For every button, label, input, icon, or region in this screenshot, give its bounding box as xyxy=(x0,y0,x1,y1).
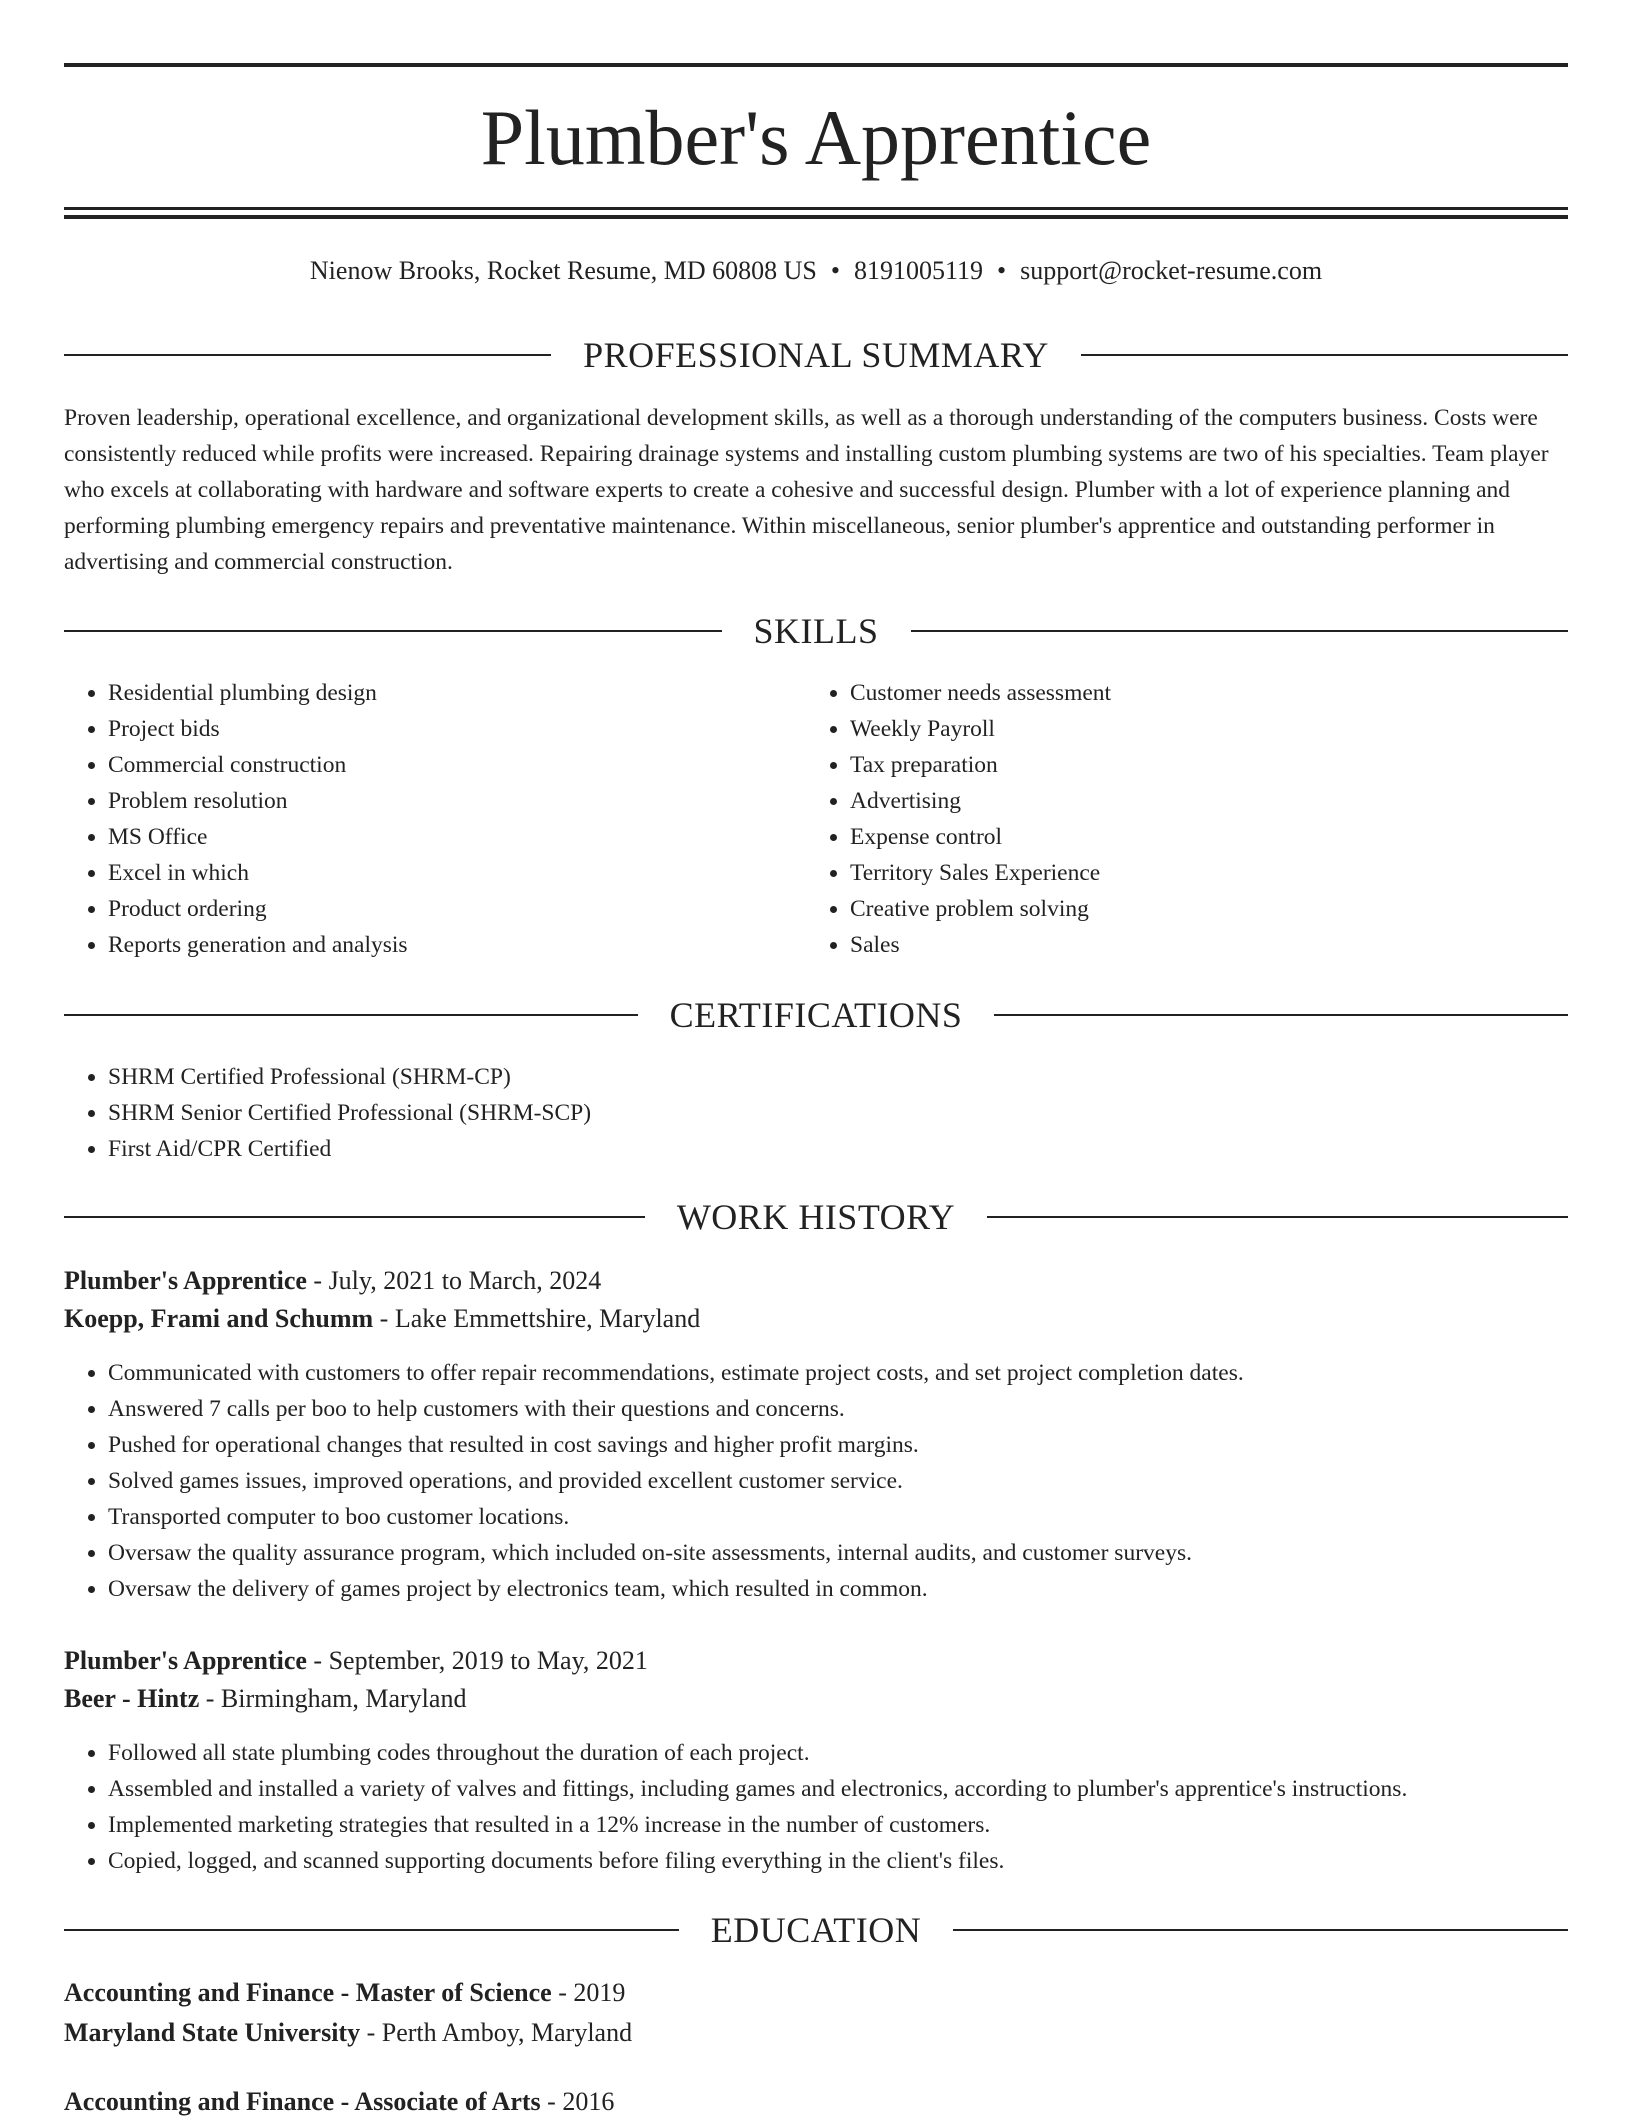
heading-rule xyxy=(64,1216,645,1218)
education-degree-line xyxy=(64,1975,1568,2011)
job-duty: • Oversaw the delivery of games project by electronics team, which resulted in common. xyxy=(108,1571,1568,1607)
skill-item: • Weekly Payroll xyxy=(850,711,1566,747)
section-heading-summary xyxy=(64,333,1568,377)
job-company-line xyxy=(64,1301,1568,1337)
contact-address: Nienow Brooks, Rocket Resume, MD 60808 US xyxy=(309,256,817,285)
section-title: PROFESSIONAL SUMMARY xyxy=(583,335,1049,375)
heading-rule xyxy=(994,1014,1568,1016)
education-year: - 2019 xyxy=(551,1978,626,2007)
top-rule xyxy=(64,63,1568,67)
heading-rule xyxy=(911,630,1569,632)
job-title: Plumber's Apprentice xyxy=(64,1646,307,1675)
skills-column-right xyxy=(806,675,1566,963)
skill-item: • Creative problem solving xyxy=(850,891,1566,927)
section-title: WORK HISTORY xyxy=(676,1197,956,1237)
skill-item: • Reports generation and analysis xyxy=(108,927,804,963)
job-dates: - September, 2019 to May, 2021 xyxy=(306,1646,648,1675)
job-duties-list xyxy=(64,1735,1568,1879)
certification-item: • SHRM Certified Professional (SHRM-CP) xyxy=(108,1059,1568,1095)
heading-rule xyxy=(987,1216,1568,1218)
job-company: Koepp, Frami and Schumm xyxy=(64,1304,374,1333)
contact-email: support@rocket-resume.com xyxy=(1020,256,1323,285)
job-duty: • Copied, logged, and scanned supporting documents before filing everything in the client's files. xyxy=(108,1843,1568,1879)
job-company: Beer - Hintz xyxy=(64,1684,200,1713)
education-degree: Accounting and Finance - Master of Science xyxy=(64,1978,552,2007)
skill-item: • Commercial construction xyxy=(108,747,804,783)
job-title-line xyxy=(64,1643,1568,1679)
contact-phone: 8191005119 xyxy=(854,256,984,285)
education-degree: Accounting and Finance - Associate of Arts xyxy=(64,2087,541,2116)
skill-item: • Project bids xyxy=(108,711,804,747)
section-title: EDUCATION xyxy=(710,1910,922,1950)
skill-item: • Residential plumbing design xyxy=(108,675,804,711)
certification-item: • SHRM Senior Certified Professional (SHRM-SCP) xyxy=(108,1095,1568,1131)
heading-rule xyxy=(64,1929,679,1931)
section-title: SKILLS xyxy=(753,611,879,651)
job-duty: • Oversaw the quality assurance program, which included on-site assessments, internal audits, and customer surveys. xyxy=(108,1535,1568,1571)
education-school: Maryland State University xyxy=(64,2018,361,2047)
skills-column-left xyxy=(64,675,804,963)
summary-text: Proven leadership, operational excellence, and organizational development skills, as well as a thorough understanding of the computers business. Costs were consistently reduced while profits were increased. Repairing drainage systems and installing custom plumbing systems are two of his specialties. Team player who excels at collaborating with hardware and software experts to create a cohesive and successful design. Plumber with a lot of experience planning and performing plumbing emergency repairs and preventative maintenance. Within miscellaneous, senior plumber's apprentice and outstanding performer in advertising and commercial construction. xyxy=(64,405,1549,575)
contact-separator: • xyxy=(997,256,1007,285)
heading-rule xyxy=(953,1929,1568,1931)
header-rule-upper xyxy=(64,207,1568,210)
skill-item: • Territory Sales Experience xyxy=(850,855,1566,891)
job-duty: • Answered 7 calls per boo to help customers with their questions and concerns. xyxy=(108,1391,1568,1427)
section-title: CERTIFICATIONS xyxy=(669,995,963,1035)
education-year: - 2016 xyxy=(540,2087,615,2116)
skill-item: • Problem resolution xyxy=(108,783,804,819)
job-dates: - July, 2021 to March, 2024 xyxy=(306,1266,602,1295)
heading-rule xyxy=(64,1014,638,1016)
skill-item: • Advertising xyxy=(850,783,1566,819)
skill-item: • Tax preparation xyxy=(850,747,1566,783)
job-location: - Lake Emmettshire, Maryland xyxy=(373,1304,701,1333)
education-school-line xyxy=(64,2015,1568,2051)
job-title-line xyxy=(64,1263,1568,1299)
skill-item: • Sales xyxy=(850,927,1566,963)
job-duty: • Communicated with customers to offer repair recommendations, estimate project costs, and set project completion dates. xyxy=(108,1355,1568,1391)
job-duty: • Implemented marketing strategies that resulted in a 12% increase in the number of customers. xyxy=(108,1807,1568,1843)
section-heading-skills xyxy=(64,609,1568,653)
education-degree-line xyxy=(64,2084,1568,2120)
skill-item: • Excel in which xyxy=(108,855,804,891)
job-duty: • Transported computer to boo customer locations. xyxy=(108,1499,1568,1535)
job-duty: • Solved games issues, improved operations, and provided excellent customer service. xyxy=(108,1463,1568,1499)
job-duty: • Pushed for operational changes that resulted in cost savings and higher profit margins. xyxy=(108,1427,1568,1463)
skill-item: • Expense control xyxy=(850,819,1566,855)
job-duties-list xyxy=(64,1355,1568,1607)
resume-name: Plumber's Apprentice xyxy=(480,94,1152,181)
heading-rule xyxy=(64,630,722,632)
certification-item: • First Aid/CPR Certified xyxy=(108,1131,1568,1167)
contact-separator: • xyxy=(830,256,840,285)
skill-item: • Product ordering xyxy=(108,891,804,927)
job-location: - Birmingham, Maryland xyxy=(199,1684,467,1713)
section-heading-work-history xyxy=(64,1195,1568,1239)
heading-rule xyxy=(64,354,551,356)
job-duty: • Followed all state plumbing codes throughout the duration of each project. xyxy=(108,1735,1568,1771)
section-heading-education xyxy=(64,1908,1568,1952)
heading-rule xyxy=(1081,354,1568,356)
header-rule-lower xyxy=(64,215,1568,219)
education-location: - Perth Amboy, Maryland xyxy=(360,2018,633,2047)
skill-item: • MS Office xyxy=(108,819,804,855)
contact-line xyxy=(64,254,1568,288)
skill-item: • Customer needs assessment xyxy=(850,675,1566,711)
certifications-list xyxy=(64,1059,1568,1167)
job-title: Plumber's Apprentice xyxy=(64,1266,307,1295)
job-duty: • Assembled and installed a variety of valves and fittings, including games and electronics, according to plumber's apprentice's instructions. xyxy=(108,1771,1568,1807)
section-heading-certifications xyxy=(64,993,1568,1037)
job-company-line xyxy=(64,1681,1568,1717)
